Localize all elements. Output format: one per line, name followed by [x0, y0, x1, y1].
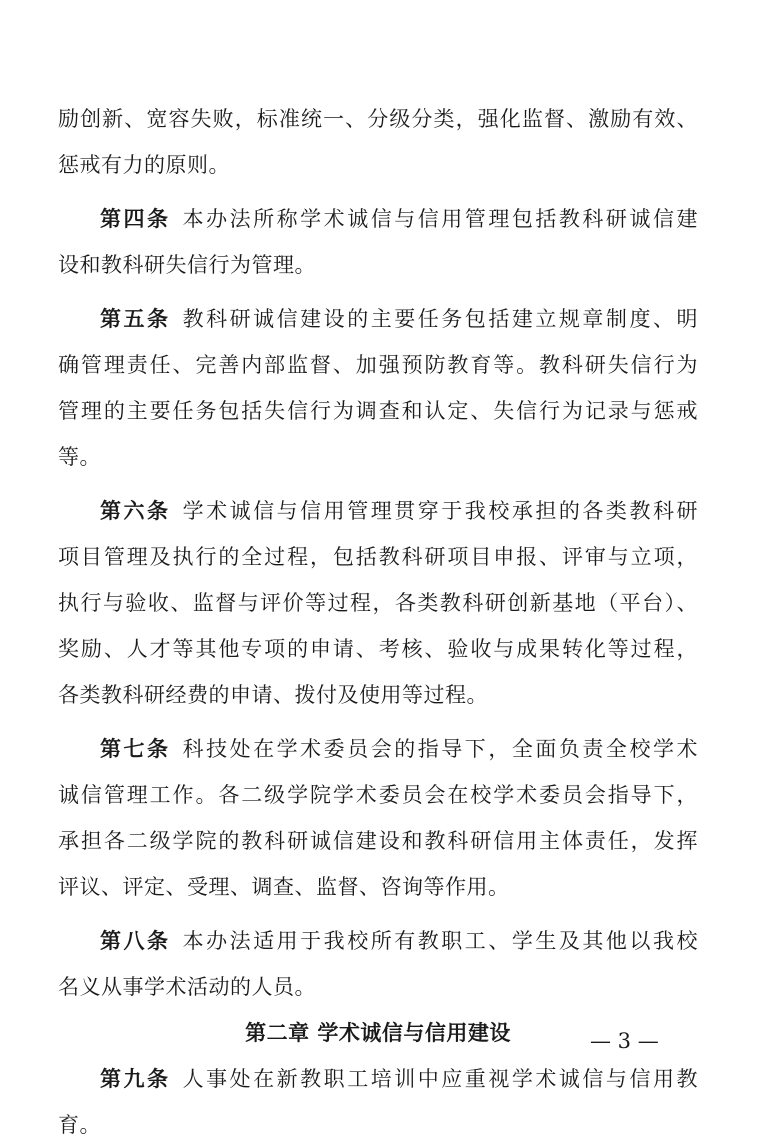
page-number: — 3 —	[590, 1029, 659, 1053]
body-text-line: 名义从事学术活动的人员。	[58, 975, 316, 999]
article-number: 第六条	[100, 499, 171, 523]
article-6-first-line	[58, 488, 698, 534]
article-text: 本办法所称学术诚信与信用管理包括教科研诚信建	[182, 207, 698, 231]
body-text-line: 项目管理及执行的全过程，包括教科研项目申报、评审与立项，	[58, 545, 698, 569]
body-text-line: 育。	[58, 1113, 101, 1137]
article-text: 科技处在学术委员会的指导下，全面负责全校学术	[182, 737, 698, 761]
article-number: 第四条	[100, 207, 171, 231]
body-text-line: 设和教科研失信行为管理。	[58, 253, 316, 277]
body-text-line: 各类教科研经费的申请、拨付及使用等过程。	[58, 683, 488, 707]
article-text: 教科研诚信建设的主要任务包括建立规章制度、明	[182, 307, 698, 331]
body-text-line: 等。	[58, 445, 101, 469]
document-page	[58, 96, 698, 1148]
article-number: 第七条	[100, 737, 171, 761]
body-text-line: 管理的主要任务包括失信行为调查和认定、失信行为记录与惩戒	[58, 399, 698, 423]
article-number: 第九条	[100, 1067, 171, 1091]
article-text: 人事处在新教职工培训中应重视学术诚信与信用教	[182, 1067, 698, 1091]
article-number: 第八条	[100, 929, 171, 953]
body-text-line: 诚信管理工作。各二级学院学术委员会在校学术委员会指导下，	[58, 783, 698, 807]
body-text-line: 执行与验收、监督与评价等过程，各类教科研创新基地（平台）、	[58, 591, 698, 615]
chapter-heading: 第二章 学术诚信与信用建设	[245, 1021, 511, 1045]
article-7-first-line	[58, 726, 698, 772]
article-8-first-line	[58, 918, 698, 964]
body-text-line: 承担各二级学院的教科研诚信建设和教科研信用主体责任，发挥	[58, 829, 698, 853]
article-5-first-line	[58, 296, 698, 342]
body-text-line: 惩戒有力的原则。	[58, 153, 230, 177]
article-number: 第五条	[100, 307, 171, 331]
article-text: 本办法适用于我校所有教职工、学生及其他以我校	[182, 929, 698, 953]
article-4-first-line	[58, 196, 698, 242]
body-text-line: 奖励、人才等其他专项的申请、考核、验收与成果转化等过程，	[58, 637, 698, 661]
article-9-first-line	[58, 1056, 698, 1102]
body-text-line: 励创新、宽容失败，标准统一、分级分类，强化监督、激励有效、	[58, 107, 698, 131]
article-text: 学术诚信与信用管理贯穿于我校承担的各类教科研	[182, 499, 698, 523]
body-text-line: 评议、评定、受理、调查、监督、咨询等作用。	[58, 875, 510, 899]
body-text-line: 确管理责任、完善内部监督、加强预防教育等。教科研失信行为	[58, 353, 698, 377]
